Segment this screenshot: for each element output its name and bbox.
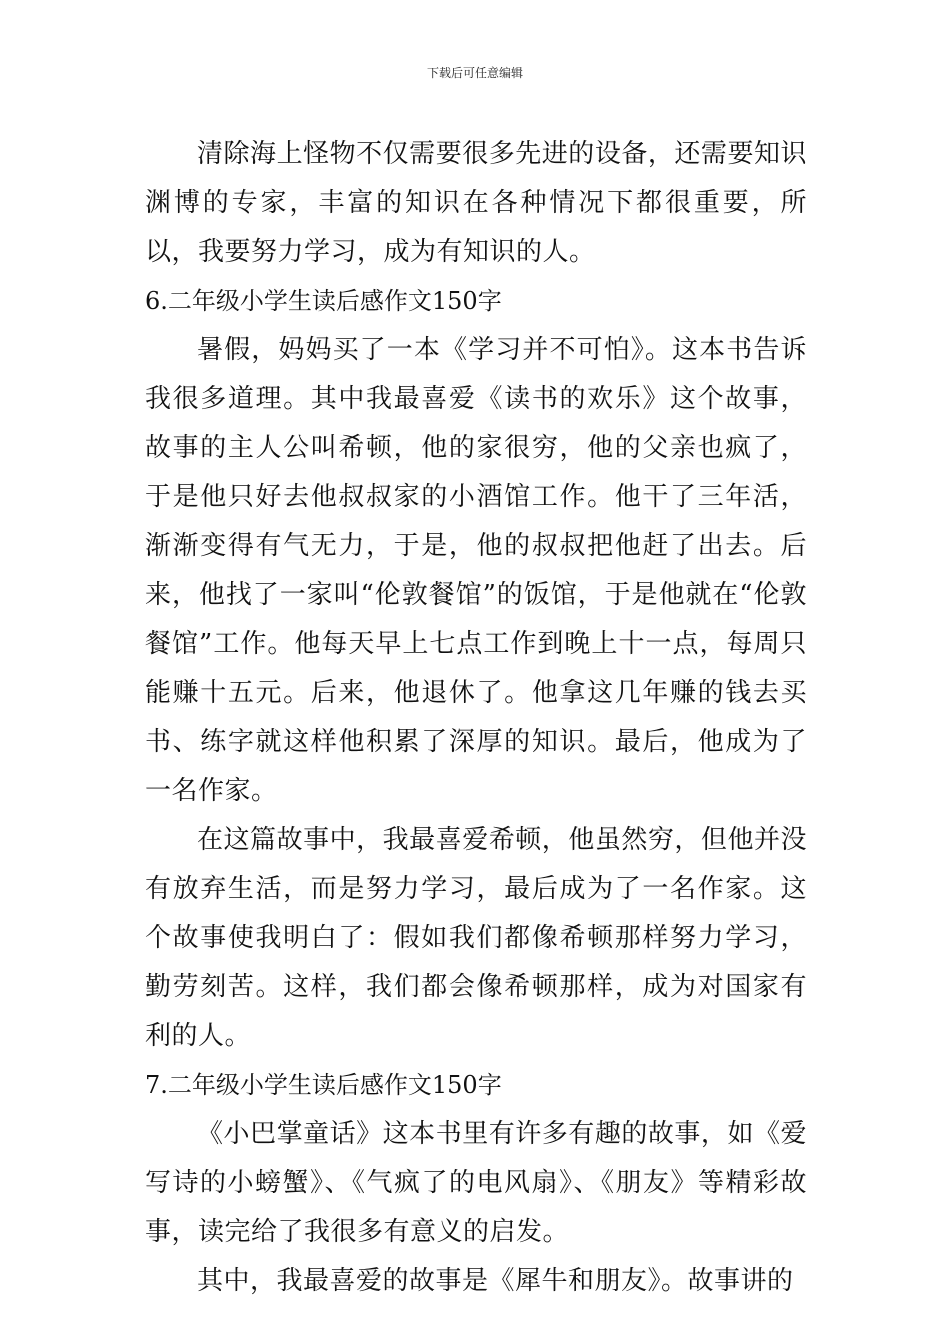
- section-heading: 6.二年级小学生读后感作文150字: [145, 287, 502, 315]
- section-heading: 7.二年级小学生读后感作文150字: [145, 1071, 502, 1099]
- paragraph: 其中，我最喜爱的故事是《犀牛和朋友》。故事讲的: [197, 1266, 794, 1296]
- paragraph: 清除海上怪物不仅需要很多先进的设备，还需要知识渊博的专家，丰富的知识在各种情况下都很重要，所以，我要努力学习，成为有知识的人。: [145, 139, 807, 267]
- page-header: 下载后可任意编辑: [426, 66, 523, 80]
- paragraph: 《小巴掌童话》这本书里有许多有趣的故事，如《爱写诗的小螃蟹》、《气疯了的电风扇》、《朋友》等精彩故事，读完给了我很多有意义的启发。: [145, 1119, 807, 1247]
- paragraph: 暑假，妈妈买了一本《学习并不可怕》。这本书告诉我很多道理。其中我最喜爱《读书的欢乐》这个故事，故事的主人公叫希顿，他的家很穷，他的父亲也疯了，于是他只好去他叔叔家的小酒馆工作。他干了三年活，渐渐变得有气无力，于是，他的叔叔把他赶了出去。后来，他找了一家叫“伦敦餐馆”的饭馆，于是他就在“伦敦餐馆”工作。他每天早上七点工作到晚上十一点，每周只能赚十五元。后来，他退休了。他拿这几年赚的钱去买书、练字就这样他积累了深厚的知识。最后，他成为了一名作家。: [145, 335, 807, 806]
- document-body: [145, 130, 807, 1306]
- paragraph: 在这篇故事中，我最喜爱希顿，他虽然穷，但他并没有放弃生活，而是努力学习，最后成为了一名作家。这个故事使我明白了：假如我们都像希顿那样努力学习，勤劳刻苦。这样，我们都会像希顿那样，成为对国家有利的人。: [145, 825, 807, 1051]
